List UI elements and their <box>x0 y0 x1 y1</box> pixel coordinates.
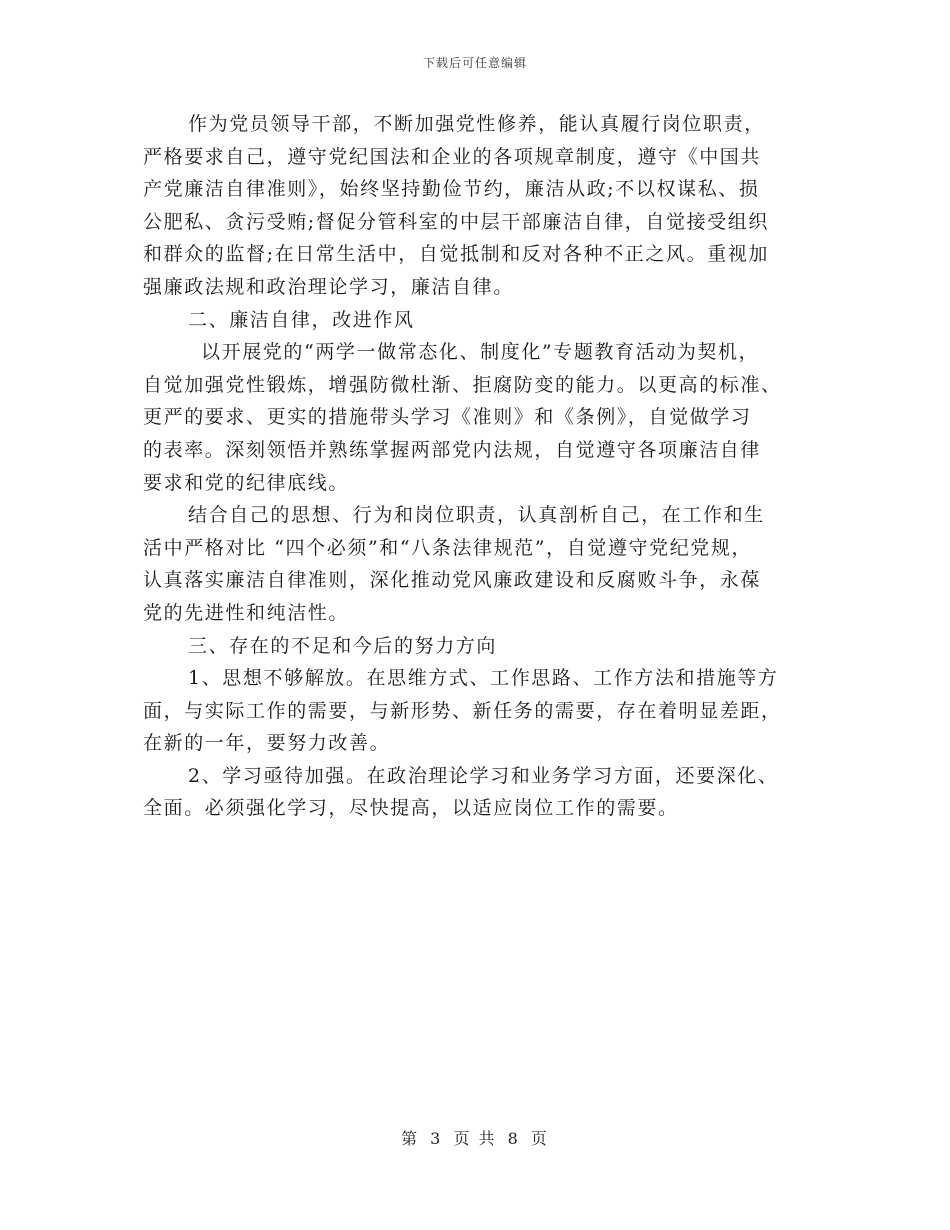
paragraph-line: 更严的要求、更实的措施带头学习《准则》和《条例》，自觉做学习 <box>143 406 752 429</box>
page-header: 下载后可任意编辑 <box>422 56 527 70</box>
footer-prefix: 第 <box>401 1129 420 1148</box>
paragraph-line: 产党廉洁自律准则》，始终坚持勤俭节约，廉洁从政;不以权谋私、损 <box>143 178 760 201</box>
paragraph-line: 和群众的监督;在日常生活中，自觉抵制和反对各种不正之风。重视加 <box>143 243 770 266</box>
paragraph-line: 以开展党的“两学一做常态化、制度化”专题教育活动为契机， <box>201 341 760 364</box>
paragraph-line: 全面。必须强化学习，尽快提高，以适应岗位工作的需要。 <box>143 797 679 820</box>
paragraph-line: 认真落实廉洁自律准则，深化推动党风廉政建设和反腐败斗争，永葆 <box>143 569 762 592</box>
section-heading: 二、廉洁自律，改进作风 <box>188 308 415 331</box>
paragraph-line: 2、学习亟待加强。在政治理论学习和业务学习方面，还要深化、 <box>188 764 779 787</box>
footer-suffix: 页 <box>530 1129 549 1148</box>
paragraph-line: 在新的一年，要努力改善。 <box>143 732 391 755</box>
paragraph-line: 党的先进性和纯洁性。 <box>143 601 350 624</box>
paragraph-line: 自觉加强党性锻炼，增强防微杜渐、拒腐防变的能力。以更高的标准、 <box>143 373 782 396</box>
paragraph-line: 活中严格对比 “四个必须”和“八条法律规范”，自觉遵守党纪党规， <box>143 536 753 559</box>
paragraph-line: 要求和党的纪律底线。 <box>143 471 350 494</box>
footer-page-number: 3 <box>430 1129 443 1148</box>
paragraph-line: 结合自己的思想、行为和岗位职责，认真剖析自己，在工作和生 <box>188 504 765 527</box>
paragraph-line: 的表率。深刻领悟并熟练掌握两部党内法规，自觉遵守各项廉洁自律 <box>143 438 762 461</box>
paragraph-line: 强廉政法规和政治理论学习，廉洁自律。 <box>143 275 514 298</box>
paragraph-line: 作为党员领导干部，不断加强党性修养，能认真履行岗位职责， <box>188 113 765 135</box>
page-footer <box>0 1126 950 1149</box>
footer-middle: 页 共 <box>453 1129 497 1148</box>
section-heading: 三、存在的不足和今后的努力方向 <box>188 634 498 657</box>
paragraph-line: 严格要求自己，遵守党纪国法和企业的各项规章制度，遵守《中国共 <box>143 145 762 168</box>
footer-total-pages: 8 <box>507 1129 520 1148</box>
paragraph-line: 面，与实际工作的需要，与新形势、新任务的需要，存在着明显差距， <box>143 699 782 722</box>
document-body <box>143 108 813 825</box>
paragraph-line: 公肥私、贪污受贿;督促分管科室的中层干部廉洁自律，自觉接受组织 <box>143 210 770 233</box>
paragraph-line: 1、思想不够解放。在思维方式、工作思路、工作方法和措施等方 <box>188 667 779 690</box>
